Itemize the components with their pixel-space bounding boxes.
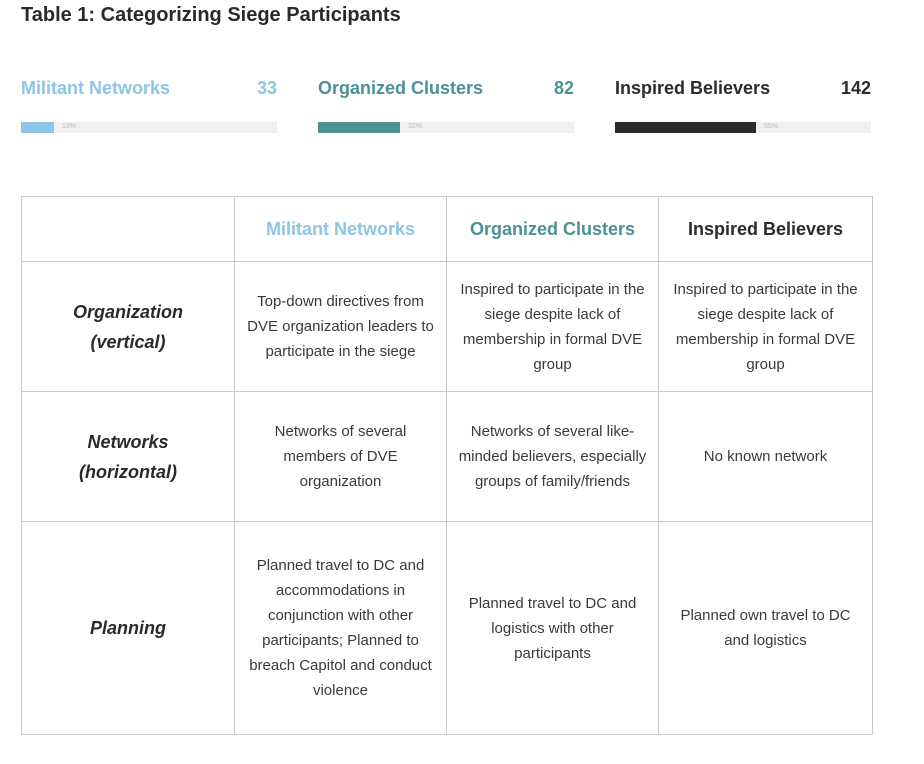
row-header	[22, 392, 235, 522]
stat-militant-networks	[21, 78, 277, 133]
table-row-organization	[22, 262, 873, 392]
stat-inspired-believers	[615, 78, 871, 133]
table-row-networks	[22, 392, 873, 522]
progress-fill	[21, 122, 54, 133]
row-header-line: (horizontal)	[79, 461, 177, 482]
progress-percent: 32%	[408, 123, 423, 130]
stat-label: Inspired Believers	[615, 78, 771, 98]
row-header-line: Planning	[90, 618, 166, 638]
table-header-empty	[22, 197, 235, 262]
progress-percent: 13%	[62, 123, 77, 130]
row-header	[22, 522, 235, 735]
table-cell: Networks of several like-minded believers, especially groups of family/friends	[447, 392, 659, 522]
row-header	[22, 262, 235, 392]
stat-count: 82	[553, 78, 574, 98]
table-row-planning	[22, 522, 873, 735]
stat-organized-clusters	[318, 78, 574, 133]
progress-bar	[21, 122, 277, 133]
stat-count: 142	[840, 78, 871, 98]
table-header-row	[22, 197, 873, 262]
table-header-militant-networks: Militant Networks	[235, 197, 447, 262]
progress-fill	[615, 122, 756, 133]
stat-label: Militant Networks	[21, 78, 171, 98]
progress-bar	[615, 122, 871, 133]
table-cell: Inspired to participate in the siege despite lack of membership in formal DVE group	[659, 262, 873, 392]
table-cell: Planned travel to DC and accommodations in conjunction with other participants; Planned to breach Capitol and conduct violence	[235, 522, 447, 735]
stat-count: 33	[256, 78, 277, 98]
table-cell: Planned own travel to DC and logistics	[659, 522, 873, 735]
table-cell: Networks of several members of DVE organization	[235, 392, 447, 522]
progress-percent: 55%	[764, 123, 779, 130]
table-cell: No known network	[659, 392, 873, 522]
categories-table	[21, 196, 873, 735]
row-header-line: Organization	[72, 301, 183, 322]
stat-label: Organized Clusters	[318, 78, 484, 98]
table-title: Table 1: Categorizing Siege Participants	[21, 4, 401, 26]
table-cell: Inspired to participate in the siege despite lack of membership in formal DVE group	[447, 262, 659, 392]
table-cell: Planned travel to DC and logistics with other participants	[447, 522, 659, 735]
progress-bar	[318, 122, 574, 133]
table-header-inspired-believers: Inspired Believers	[659, 197, 873, 262]
row-header-line: (vertical)	[90, 331, 166, 352]
table-cell: Top-down directives from DVE organization leaders to participate in the siege	[235, 262, 447, 392]
progress-fill	[318, 122, 400, 133]
row-header-line: Networks	[87, 431, 169, 452]
table-header-organized-clusters: Organized Clusters	[447, 197, 659, 262]
